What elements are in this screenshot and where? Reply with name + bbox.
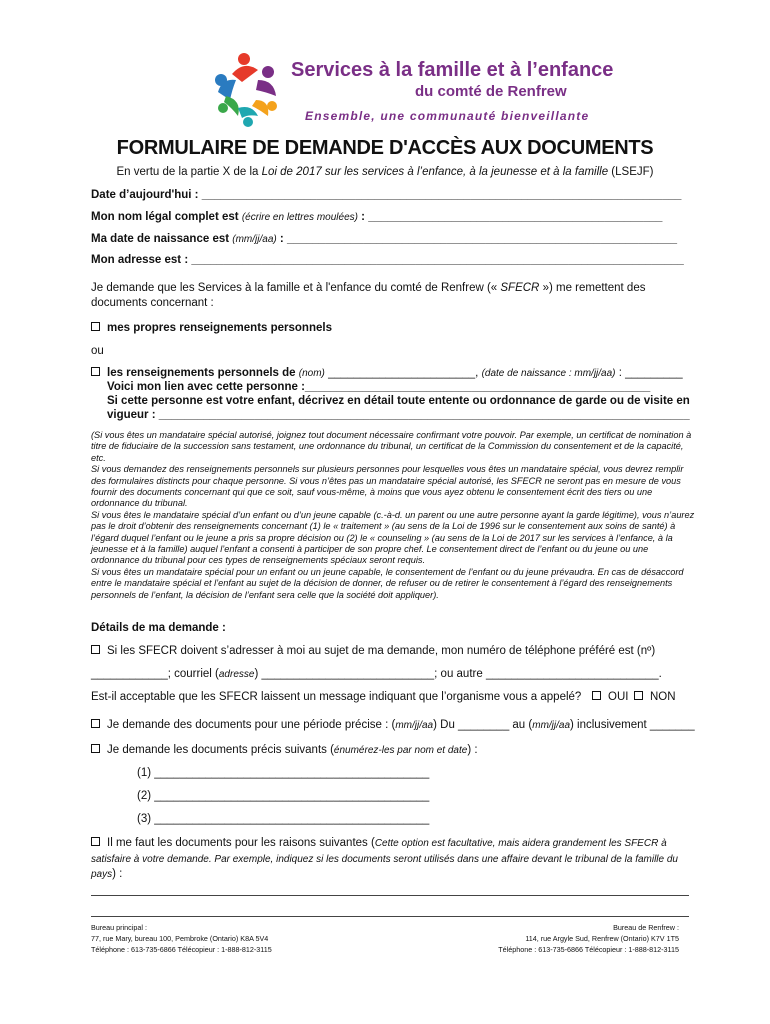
renfrew-office-title: Bureau de Renfrew : [613, 923, 679, 932]
option-own-info[interactable]: mes propres renseignements personnels [91, 322, 332, 334]
footer-main-office [91, 922, 272, 955]
footer-renfrew-office [498, 922, 679, 955]
period-option[interactable]: Je demande des documents pour une période précise : (mm/jj/aa) Du ________ au (mm/jj/aa) inclusivement _______ [91, 719, 695, 731]
specific-docs-checkbox[interactable] [91, 744, 100, 753]
logo-tagline: Ensemble, une communauté bienveillante [305, 109, 590, 123]
address-field[interactable]: Mon adresse est : _____________________________________________________________________________ [91, 254, 684, 266]
custody-field[interactable]: vigueur : ___________________________________________________________________________________ [107, 409, 690, 421]
renfrew-office-address: 114, rue Argyle Sud, Renfrew (Ontario) K7V 1T5 [525, 934, 679, 943]
message-question: Est-il acceptable que les SFECR laissent un message indiquant que l’organisme vous a appelé? [91, 691, 582, 703]
period-checkbox[interactable] [91, 719, 100, 728]
document-line-2[interactable]: (2) ___________________________________________ [137, 790, 430, 802]
contact-option[interactable]: Si les SFECR doivent s’adresser à moi au sujet de ma demande, mon numéro de téléphone préféré est (nº) [91, 645, 655, 657]
own-info-checkbox[interactable] [91, 322, 100, 331]
contact-checkbox[interactable] [91, 645, 100, 654]
notes-block [91, 430, 698, 601]
relationship-field[interactable]: Voici mon lien avec cette personne :______________________________________________________ [107, 381, 651, 393]
contact-fields[interactable]: ____________; courriel (adresse) ___________________________; ou autre ___________________________. [91, 668, 662, 680]
note-paragraph: Si vous demandez des renseignements personnels sur plusieurs personnes pour lesquelles vous êtes un mandataire spécial, vous devrez remplir des formulaires distincts pour chaque personne. Si vous n’êtes pas un mandataire spécial autorisé, les SFECR ne seront pas en mesure de vous fournir des documents concernant qui que ce soit, sauf vous-même, à moins que vous ayez obtenu le consentement écrit des tiers ou une ordonnance du tribunal. [91, 464, 684, 509]
footer-divider [91, 916, 689, 917]
or-label: ou [91, 345, 104, 357]
full-name-field[interactable]: Mon nom légal complet est (écrire en lettres moulées) : ______________________________________________ [91, 211, 663, 223]
document-line-1[interactable]: (1) ___________________________________________ [137, 767, 430, 779]
request-intro: Je demande que les Services à la famille et à l'enfance du comté de Renfrew (« SFECR ») me remettent des documents concernant : [91, 282, 646, 309]
logo-name-line2: du comté de Renfrew [415, 83, 567, 100]
logo-name-line1: Services à la famille et à l’enfance [291, 59, 614, 81]
oui-option[interactable]: OUI [592, 691, 628, 703]
main-office-address: 77, rue Mary, bureau 100, Pembroke (Ontario) K8A 5V4 [91, 934, 269, 943]
document-line-3[interactable]: (3) ___________________________________________ [137, 813, 430, 825]
organization-logo [212, 50, 284, 130]
reasons-checkbox[interactable] [91, 837, 100, 846]
note-paragraph: Si vous êtes un mandataire spécial pour un enfant ou un jeune capable, le consentement de l’enfant ou du jeune prévaudra. En cas de désaccord entre le mandataire spécial et l’enfant au sujet de la décision de donner, de refuser ou de retirer le consentement à l’égard des renseignements personnels de l’enfant, la décision de l’enfant sera celle que la société doit appliquer). [91, 566, 684, 600]
note-paragraph: Si vous êtes le mandataire spécial d’un enfant ou d’un jeune capable (c.-à-d. un parent ou une autre personne ayant la garde légitime), vous n’aurez pas le droit d’obtenir des renseignements concernant (1) le « traitement » (au sens de la Loi de 1996 sur le consentement aux soins de santé) à l’égard duquel l’enfant ou le jeune a pris sa propre décision ou (2) le « counseling » (au sens de la Loi de 2017 sur les services à l’enfance, à la jeunesse et à la famille) auquel l’enfant a consenti à participer de son propre chef. Le consentement direct de l’enfant ou du jeune ou une ordonnance du tribunal pour ces types de renseignements spéciaux seront requis. [91, 509, 695, 566]
non-option[interactable]: NON [634, 691, 676, 703]
form-title: FORMULAIRE DE DEMANDE D'ACCÈS AUX DOCUMENTS [116, 137, 654, 159]
main-office-title: Bureau principal : [91, 923, 147, 932]
renfrew-office-phone: Téléphone : 613-735-6866 Télécopieur : 1-888-812-3115 [498, 945, 679, 954]
date-field[interactable]: Date d’aujourd'hui : ___________________________________________________________________________ [91, 189, 682, 201]
main-office-phone: Téléphone : 613-735-6866 Télécopieur : 1-888-812-3115 [91, 945, 272, 954]
details-heading: Détails de ma demande : [91, 622, 226, 634]
specific-docs-option[interactable]: Je demande les documents précis suivants (énumérez-les par nom et date) : [91, 744, 478, 756]
reasons-option[interactable]: Il me faut les documents pour les raisons suivantes (Cette option est facultative, mais aidera grandement les SFECR à satisfaire à votre demande. Par exemple, indiquez si les documents seront utilisés dans une affaire devant le tribunal de la famille du pays) : [91, 837, 678, 880]
other-person-checkbox[interactable] [91, 367, 100, 376]
form-subtitle: En vertu de la partie X de la Loi de 2017 sur les services à l’enfance, à la jeunesse et à la famille (LSEJF) [116, 166, 654, 178]
option-other-person[interactable]: les renseignements personnels de (nom) _______________________, (date de naissance : mm/jj/aa) : _________ [91, 367, 683, 379]
custody-question: Si cette personne est votre enfant, décrivez en détail toute entente ou ordonnance de garde ou de visite en [107, 395, 690, 407]
birthdate-field[interactable]: Ma date de naissance est (mm/jj/aa) : _____________________________________________________________ [91, 233, 678, 245]
non-checkbox[interactable] [634, 691, 643, 700]
oui-checkbox[interactable] [592, 691, 601, 700]
reasons-blank-line[interactable] [91, 895, 689, 896]
logo-figures-icon [212, 50, 284, 130]
note-paragraph: (Si vous êtes un mandataire spécial autorisé, joignez tout document nécessaire confirmant votre pouvoir. Par exemple, un certificat de nomination à titre de fiduciaire de la succession sans testament, une ordonnance du tribunal, un certificat de la Commission du consentement et de la capacité, etc. [91, 430, 692, 463]
